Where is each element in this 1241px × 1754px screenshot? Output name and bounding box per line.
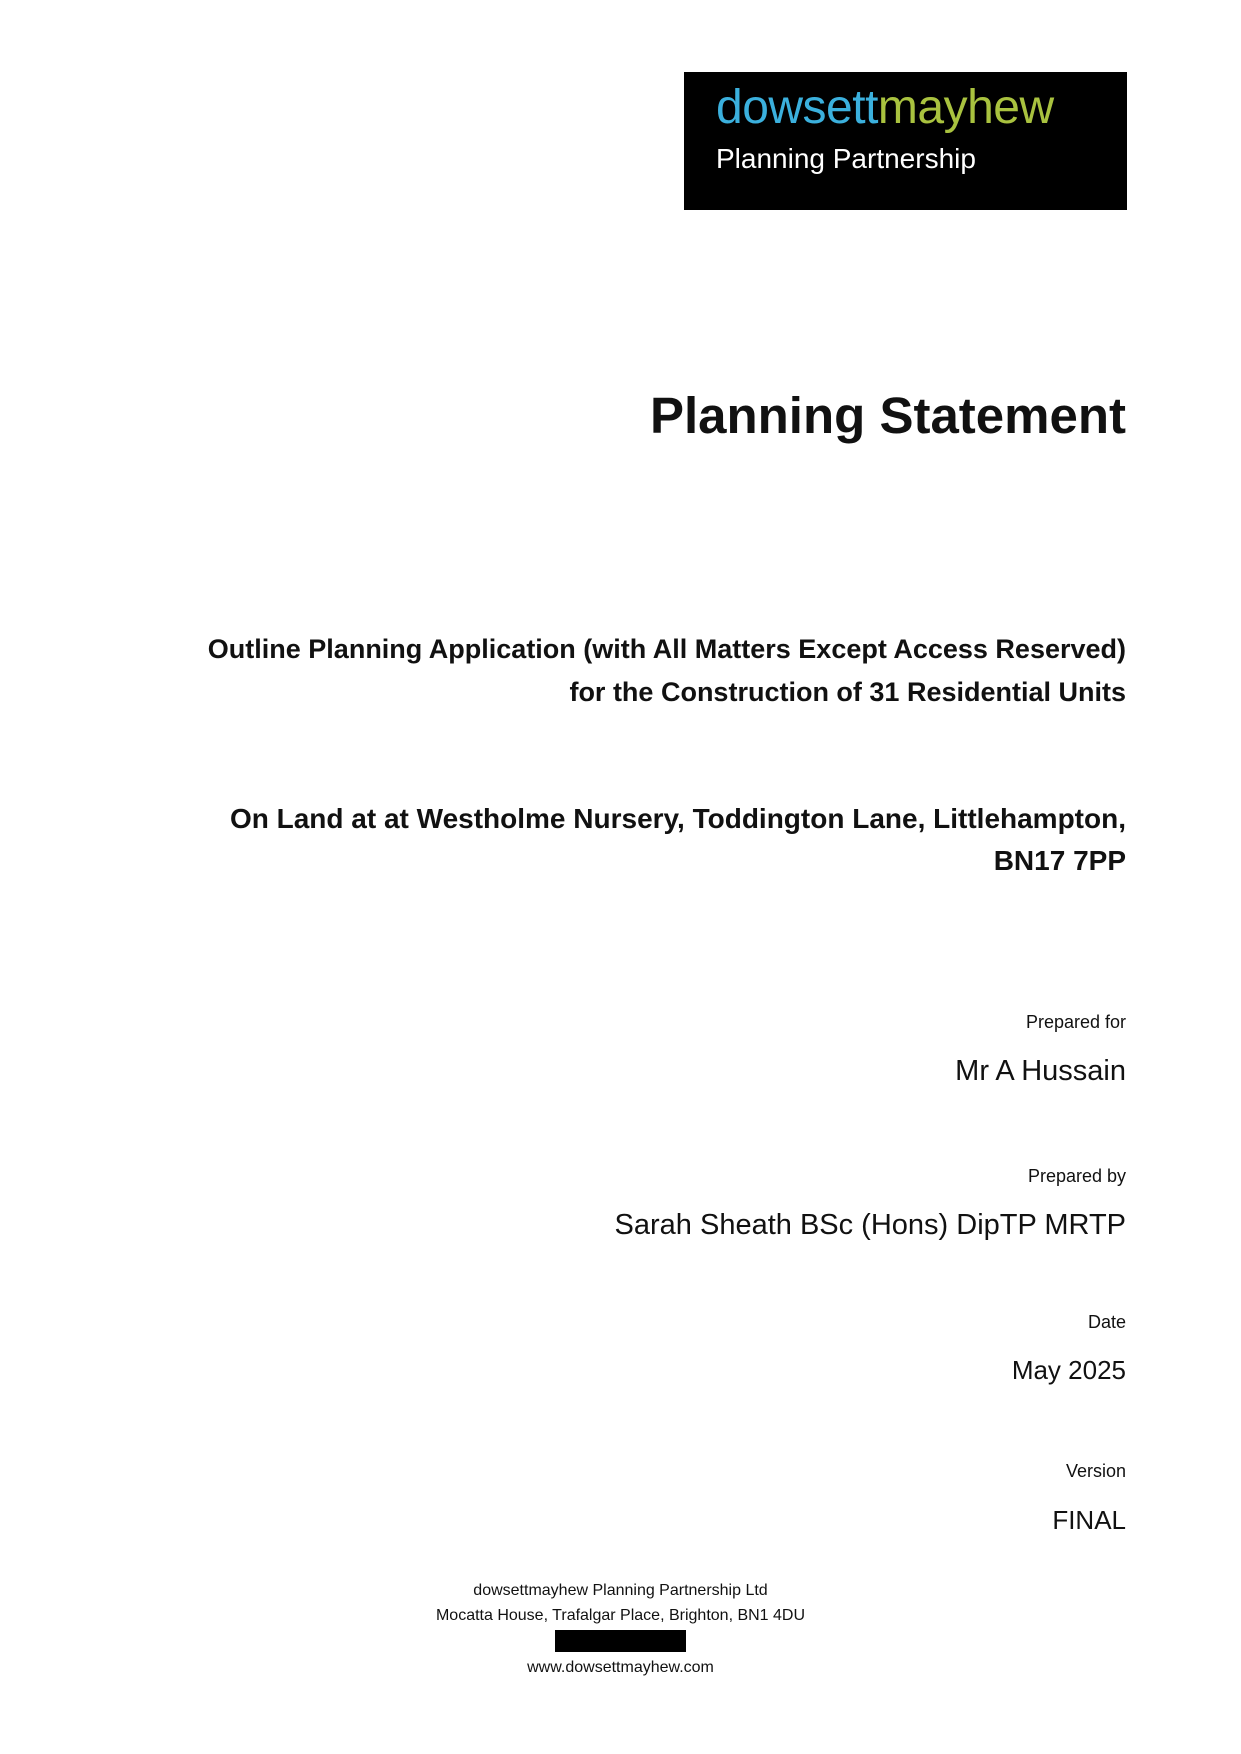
company-logo — [684, 72, 1127, 210]
prepared-for-label: Prepared for — [1025, 1012, 1126, 1032]
prepared-by-label: Prepared by — [1027, 1166, 1126, 1186]
logo-wordmark-part2: mayhew — [877, 81, 1054, 134]
footer-company: dowsettmayhew Planning Partnership Ltd — [473, 1582, 768, 1599]
address-line-1: On Land at at Westholme Nursery, Toddington Lane, Littlehampton, — [229, 803, 1126, 834]
date-value: May 2025 — [1011, 1355, 1126, 1385]
date-label: Date — [1087, 1312, 1126, 1332]
document-subtitle — [208, 628, 1126, 714]
address-line-2: BN17 7PP — [993, 845, 1126, 876]
logo-subtitle: Planning Partnership — [716, 143, 976, 174]
footer-address: Mocatta House, Trafalgar Place, Brighton, BN1 4DU — [435, 1607, 806, 1624]
document-title: Planning Statement — [649, 387, 1126, 444]
version-label: Version — [1065, 1461, 1126, 1481]
site-address — [230, 798, 1126, 882]
subtitle-line-1: Outline Planning Application (with All Matters Except Access Reserved) — [207, 634, 1126, 664]
logo-wordmark — [716, 81, 1054, 134]
redaction-bar — [555, 1630, 686, 1652]
prepared-by-value: Sarah Sheath BSc (Hons) DipTP MRTP — [614, 1209, 1126, 1241]
version-value: FINAL — [1052, 1505, 1126, 1535]
logo-wordmark-part1: dowsett — [716, 81, 878, 134]
page-footer — [0, 1578, 1241, 1680]
footer-website: www.dowsettmayhew.com — [527, 1659, 714, 1676]
prepared-for-value: Mr A Hussain — [955, 1055, 1126, 1087]
subtitle-line-2: for the Construction of 31 Residential Units — [569, 677, 1126, 707]
